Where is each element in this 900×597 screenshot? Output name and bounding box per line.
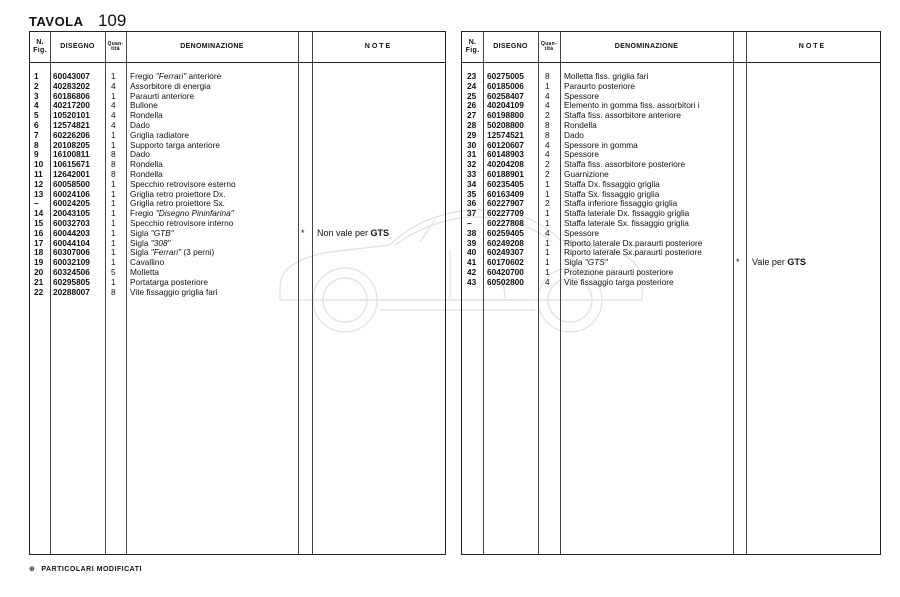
table-row [30, 150, 445, 160]
denominazione-text: Rondella [564, 119, 597, 130]
page-title [29, 11, 126, 31]
cell-disegno: 60249208 [487, 237, 524, 248]
cell-fig: 37 [467, 208, 477, 219]
cell-disegno: 40283202 [53, 80, 90, 91]
cell-disegno: 60032703 [53, 217, 90, 228]
cell-disegno: 60024106 [53, 188, 90, 199]
denominazione-text: Rondella [130, 168, 163, 179]
denominazione-text: Riporto laterale Dx.paraurti posteriore [564, 237, 703, 248]
denominazione-text: Dado [564, 129, 584, 140]
cell-quantita: 8 [111, 149, 116, 160]
table-row [462, 131, 880, 141]
denominazione-emphasis: "308" [150, 237, 171, 248]
cell-fig: 5 [34, 110, 39, 121]
cell-disegno: 20043105 [53, 208, 90, 219]
denominazione-text: Vite fissaggio targa posteriore [564, 276, 674, 287]
cell-fig: 27 [467, 110, 477, 121]
denominazione-text: Spessore [564, 149, 600, 160]
cell-disegno: 20288007 [53, 286, 90, 297]
cell-disegno: 12574521 [487, 129, 524, 140]
denominazione-emphasis: "Ferrari" [150, 247, 182, 258]
header-disegno: DISEGNO [60, 43, 95, 50]
denominazione-emphasis: "GTS" [584, 257, 608, 268]
denominazione-text: Supporto targa anteriore [130, 139, 220, 150]
cell-quantita: 4 [111, 100, 116, 111]
cell-disegno: 60032109 [53, 257, 90, 268]
denominazione-text: Staffa fiss. assorbitore anteriore [564, 110, 681, 121]
denominazione-text: Staffa laterale Dx. fissaggio griglia [564, 208, 690, 219]
cell-disegno: 60120607 [487, 139, 524, 150]
table-row [30, 199, 445, 209]
cell-quantita: 1 [111, 198, 116, 209]
cell-quantita: 8 [545, 71, 550, 81]
denominazione-text: Fregio [130, 71, 156, 81]
tavola-label: TAVOLA [29, 14, 84, 29]
cell-disegno: 60227808 [487, 217, 524, 228]
denominazione-text: Dado [130, 149, 150, 160]
denominazione-emphasis: "Ferrari" [155, 71, 187, 81]
denominazione-text: Rondella [130, 159, 163, 170]
cell-fig: 23 [467, 71, 477, 81]
cell-fig: 28 [467, 119, 477, 130]
cell-disegno: 60170602 [487, 257, 524, 268]
denominazione-suffix: anteriore [186, 71, 222, 81]
cell-quantita: 2 [545, 168, 550, 179]
cell-fig: – [467, 217, 472, 228]
denominazione-text: Bullone [130, 100, 158, 111]
header-qty-line1: Quan- [541, 41, 557, 47]
cell-quantita: 1 [111, 237, 116, 248]
cell-quantita: 1 [545, 178, 550, 189]
table-row [30, 239, 445, 249]
cell-disegno: 60227709 [487, 208, 524, 219]
table-row [30, 121, 445, 131]
cell-disegno: 60227907 [487, 198, 524, 209]
cell-fig: 7 [34, 129, 39, 140]
denominazione-text: Staffa laterale Sx. fissaggio griglia [564, 217, 689, 228]
cell-disegno: 60148903 [487, 149, 524, 160]
cell-disegno: 60307006 [53, 247, 90, 258]
cell-fig: 29 [467, 129, 477, 140]
cell-quantita: 1 [111, 227, 116, 238]
cell-quantita: 4 [111, 119, 116, 130]
denominazione-text: Protezione paraurti posteriore [564, 266, 674, 277]
note-text-bold: GTS [787, 257, 806, 267]
table-row [30, 131, 445, 141]
cell-disegno: 60502800 [487, 276, 524, 287]
denominazione-text: Staffa Dx. fissaggio griglia [564, 178, 660, 189]
table-row [462, 141, 880, 151]
cell-fig: 16 [34, 227, 44, 238]
cell-quantita: 1 [111, 188, 116, 199]
table-row [30, 258, 445, 268]
cell-quantita: 4 [545, 276, 550, 287]
tavola-number: 109 [97, 11, 127, 30]
denominazione-text: Cavallino [130, 257, 165, 268]
cell-quantita: 4 [111, 110, 116, 121]
footer-text: PARTICOLARI MODIFICATI [41, 566, 142, 573]
note-text [317, 228, 389, 238]
cell-disegno: 16100811 [53, 149, 90, 160]
cell-fig: 12 [34, 178, 44, 189]
table-row [30, 170, 445, 180]
table-row [462, 278, 880, 288]
cell-fig: 24 [467, 80, 477, 91]
note-text [752, 257, 806, 267]
cell-fig: 19 [34, 257, 44, 268]
cell-fig: 41 [467, 257, 477, 268]
cell-quantita: 4 [545, 90, 550, 101]
denominazione-text: Riporto laterale Sx.paraurti posteriore [564, 247, 702, 258]
cell-fig: 11 [34, 168, 43, 179]
denominazione-text: Vite fissaggio griglia fari [130, 286, 218, 297]
cell-fig: 33 [467, 168, 477, 179]
table-row [30, 82, 445, 92]
denominazione-text: Paraurti anteriore [130, 90, 195, 101]
cell-disegno: 20108205 [53, 139, 90, 150]
table-row [30, 141, 445, 151]
cell-fig: 4 [34, 100, 39, 111]
cell-denominazione [130, 288, 217, 298]
cell-quantita: 1 [545, 188, 550, 199]
note-text-bold: GTS [370, 228, 390, 238]
cell-fig: 34 [467, 178, 477, 189]
cell-disegno: 60058500 [53, 178, 90, 189]
cell-quantita: 2 [545, 159, 550, 170]
cell-fig: 21 [34, 276, 44, 287]
denominazione-text: Griglia radiatore [130, 129, 190, 140]
header-divider [462, 62, 880, 63]
cell-fig: 32 [467, 159, 477, 170]
cell-quantita: 1 [545, 257, 550, 268]
table-row [30, 160, 445, 170]
denominazione-emphasis: "GTB" [150, 227, 174, 238]
header-qty-line2: tità [544, 46, 554, 52]
cell-quantita: 4 [111, 80, 116, 91]
cell-disegno: 60044104 [53, 237, 90, 248]
cell-quantita: 4 [545, 149, 550, 160]
cell-disegno: 60024205 [53, 198, 90, 209]
cell-fig: 20 [34, 266, 44, 277]
cell-disegno: 60186806 [53, 90, 90, 101]
cell-fig: 43 [467, 276, 477, 287]
cell-fig: 22 [34, 286, 44, 297]
table-row [462, 121, 880, 131]
cell-fig: 38 [467, 227, 477, 238]
note-text-pre: Non vale per [317, 228, 371, 238]
denominazione-text: Sigla [130, 227, 151, 238]
footer-legend [29, 565, 142, 573]
cell-quantita: 1 [545, 266, 550, 277]
denominazione-text: Specchio retrovisore interno [130, 217, 234, 228]
cell-quantita: 1 [111, 217, 116, 228]
cell-disegno: 60235405 [487, 178, 524, 189]
circle-bullet-icon: ⊕ [29, 566, 36, 573]
header-qty-line1: Quan- [107, 41, 124, 47]
cell-disegno: 40204109 [487, 100, 524, 111]
header-denominazione: DENOMINAZIONE [180, 43, 244, 50]
header-denominazione: DENOMINAZIONE [614, 43, 679, 50]
cell-quantita: 8 [111, 168, 116, 179]
cell-disegno: 60249307 [487, 247, 524, 258]
cell-quantita: 4 [545, 139, 550, 150]
cell-fig: 15 [34, 217, 44, 228]
denominazione-text: Sigla [130, 247, 151, 258]
cell-fig: 25 [467, 90, 477, 101]
table-row [30, 288, 445, 298]
table-row [462, 180, 880, 190]
cell-fig: 1 [34, 71, 39, 81]
rows-right [462, 72, 880, 288]
table-row [30, 101, 445, 111]
cell-disegno: 60226206 [53, 129, 90, 140]
table-row [30, 278, 445, 288]
rows-left [30, 72, 445, 297]
cell-quantita: 8 [545, 129, 550, 140]
cell-quantita: 1 [111, 247, 116, 258]
denominazione-text: Griglia retro proiettore Sx. [130, 198, 225, 209]
note-star: * [736, 257, 740, 267]
cell-disegno: 60163409 [487, 188, 524, 199]
header-fig [462, 32, 483, 62]
cell-quantita: 1 [545, 80, 550, 91]
header-qty-line2: tità [111, 46, 120, 52]
cell-fig: 17 [34, 237, 44, 248]
cell-denominazione [564, 278, 674, 288]
header-note: NOTE [798, 43, 827, 50]
denominazione-text: Staffa Sx. fissaggio griglia [564, 188, 660, 199]
cell-quantita: 1 [111, 90, 116, 101]
cell-quantita: 8 [545, 119, 550, 130]
table-row [30, 209, 445, 219]
header-divider [30, 62, 445, 63]
header-note: NOTE [364, 43, 393, 50]
header-quantita [538, 32, 560, 62]
cell-disegno: 60259405 [487, 227, 524, 238]
table-row [30, 72, 445, 82]
table-row [462, 111, 880, 121]
table-row [30, 92, 445, 102]
cell-quantita: 2 [545, 198, 550, 209]
table-row [462, 170, 880, 180]
cell-quantita: 1 [111, 178, 116, 189]
cell-fig: – [34, 198, 39, 209]
denominazione-text: Rondella [130, 110, 163, 121]
cell-disegno: 60295805 [53, 276, 90, 287]
cell-disegno: 60420700 [487, 266, 524, 277]
note-text-pre: Vale per [752, 257, 788, 267]
cell-fig: 13 [34, 188, 44, 199]
cell-fig: 36 [467, 198, 477, 209]
cell-fig: 8 [34, 139, 39, 150]
denominazione-text: Staffa inferiore fissaggio griglia [564, 198, 678, 209]
cell-quantita: 1 [545, 217, 550, 228]
cell-disegno: 60275005 [487, 71, 524, 81]
denominazione-text: Sigla [130, 237, 151, 248]
table-row [30, 111, 445, 121]
cell-fig: 14 [34, 208, 44, 219]
cell-fig: 10 [34, 159, 44, 170]
cell-quantita: 1 [111, 71, 116, 81]
cell-disegno: 60044203 [53, 227, 90, 238]
cell-disegno: 60258407 [487, 90, 524, 101]
denominazione-text: Fregio [130, 208, 156, 219]
table-row [462, 248, 880, 258]
denominazione-text: Molletta fiss. griglia fari [564, 71, 649, 81]
denominazione-text: Dado [130, 119, 150, 130]
table-row [462, 82, 880, 92]
table-row [30, 268, 445, 278]
cell-quantita: 1 [111, 276, 116, 287]
table-row [30, 248, 445, 258]
parts-table-left [29, 31, 446, 555]
denominazione-text: Spessore in gomma [564, 139, 638, 150]
table-row [462, 160, 880, 170]
cell-fig: 39 [467, 237, 477, 248]
cell-fig: 3 [34, 90, 39, 101]
cell-fig: 42 [467, 266, 477, 277]
cell-quantita: 1 [111, 208, 116, 219]
header-fig-line2: Fig. [465, 47, 480, 54]
cell-fig: 26 [467, 100, 477, 111]
cell-quantita: 8 [111, 286, 116, 297]
cell-fig: 9 [34, 149, 39, 160]
cell-quantita: 5 [111, 266, 116, 277]
cell-disegno: 60185006 [487, 80, 524, 91]
cell-disegno: 60198800 [487, 110, 524, 121]
cell-quantita: 2 [545, 110, 550, 121]
cell-disegno: 60324506 [53, 266, 90, 277]
cell-quantita: 4 [545, 227, 550, 238]
cell-disegno: 50208800 [487, 119, 524, 130]
denominazione-text: Specchio retrovisore esterno [130, 178, 236, 189]
header-disegno: DISEGNO [493, 43, 528, 50]
cell-fig: 6 [34, 119, 39, 130]
header-fig-line2: Fig. [33, 47, 47, 54]
parts-table-right [461, 31, 881, 555]
cell-quantita: 4 [545, 100, 550, 111]
cell-disegno: 10520101 [53, 110, 90, 121]
cell-quantita: 8 [111, 159, 116, 170]
denominazione-text: Assorbitore di energia [130, 80, 211, 91]
cell-disegno: 40204208 [487, 159, 524, 170]
header-fig-line1: N. [36, 39, 44, 46]
cell-disegno: 60043007 [53, 71, 90, 81]
cell-quantita: 1 [545, 237, 550, 248]
cell-fig: 35 [467, 188, 477, 199]
denominazione-text: Portatarga posteriore [130, 276, 208, 287]
cell-quantita: 1 [111, 129, 116, 140]
cell-fig: 30 [467, 139, 477, 150]
cell-fig: 18 [34, 247, 44, 258]
header-fig-line1: N. [468, 39, 477, 46]
header-fig [30, 32, 50, 62]
table-row [462, 219, 880, 229]
table-row [30, 180, 445, 190]
cell-quantita: 1 [545, 208, 550, 219]
header-quantita [105, 32, 126, 62]
cell-fig: 40 [467, 247, 477, 258]
table-row [30, 190, 445, 200]
cell-disegno: 60188901 [487, 168, 524, 179]
denominazione-emphasis: "Disegno Pininfarina" [155, 208, 234, 219]
table-row [462, 72, 880, 82]
cell-quantita: 1 [111, 139, 116, 150]
cell-quantita: 1 [111, 257, 116, 268]
cell-quantita: 1 [545, 247, 550, 258]
denominazione-text: Spessore [564, 90, 600, 101]
cell-fig: 31 [467, 149, 477, 160]
denominazione-text: Spessore [564, 227, 600, 238]
cell-disegno: 12574821 [53, 119, 90, 130]
denominazione-text: Elemento in gomma fiss. assorbitori i [564, 100, 700, 111]
cell-fig: 2 [34, 80, 39, 91]
denominazione-text: Staffa fiss. assorbitore posteriore [564, 159, 686, 170]
cell-disegno: 12642001 [53, 168, 90, 179]
cell-disegno: 40217200 [53, 100, 90, 111]
denominazione-text: Molletta [130, 266, 160, 277]
denominazione-text: Guarnizione [564, 168, 609, 179]
denominazione-text: Sigla [564, 257, 585, 268]
denominazione-text: Paraurto posteriore [564, 80, 636, 91]
denominazione-text: Griglia retro proiettore Dx. [130, 188, 226, 199]
note-star: * [301, 228, 305, 238]
cell-disegno: 10615671 [53, 159, 90, 170]
denominazione-suffix: (3 perni) [181, 247, 215, 258]
